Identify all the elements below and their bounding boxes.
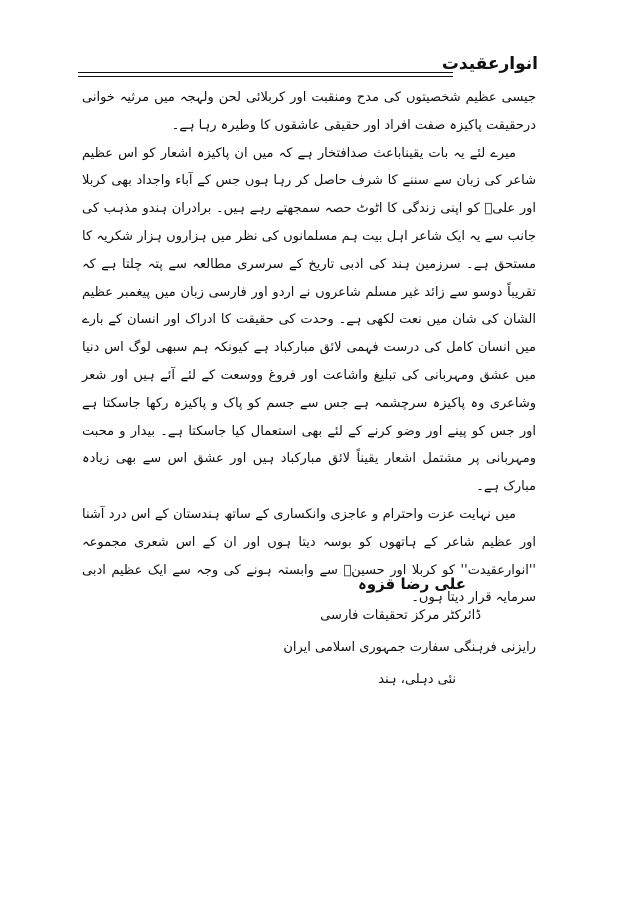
- signatory-organization: رایزنی فرہنگی سفارت جمہوری اسلامی ایران: [283, 640, 536, 655]
- signatory-title: ڈائرکٹر مرکز تحقیقات فارسی: [320, 608, 481, 623]
- header-double-rule: [78, 72, 453, 77]
- paragraph: میں نہایت عزت واحترام و عاجزی وانکساری کے ساتھ ہندستان کے اس درد آشنا اور عظیم شاعر کے ہاتھوں کو بوسہ دیتا ہوں اور ان کے اس شعری مجموعہ ''انوارعقیدت'' کو کربلا اور حسینؑ سے وابستہ ہونے کی وجہ سے ایک عظیم ادبی سرمایہ قرار دیتا ہوں۔: [82, 506, 536, 606]
- signatory-name: علی رضا قزوہ: [357, 575, 466, 593]
- paragraph: میرے لئے یہ بات یقیناباعث صدافتخار ہے کہ میں ان پاکیزہ اشعار کو اس عظیم شاعر کی زبان سے سننے کا شرف حاصل کر رہا ہوں جس کے آباء واجداد بھی کربلا اور علیؑ کو اپنی زندگی کا اٹوٹ حصہ سمجھتے رہے ہیں۔ برادران ہندو مذہب کی جانب سے یہ ایک شاعر اہل بیت ہم مسلمانوں کی نظر میں ہزاروں ہزار شکریہ کا مستحق ہے۔ سرزمین ہند کی ادبی تاریخ کے سرسری مطالعہ سے پتہ چلتا ہے کہ تقریباً دوسو سے زائد غیر مسلم شاعروں نے اردو اور فارسی زبان میں پیغمبر عظیم الشان کی شان میں نعت لکھی ہے۔ وحدت کی حقیقت کا ادراک اور انسان کے بارے میں انسان کامل کی درست فہمی لائق مبارکباد ہے کیونکہ ہم سبھی لوگ اس دنیا میں عشق ومہربانی کی تبلیغ واشاعت اور فروغ ووسعت کے لئے آئے ہیں اور شعر وشاعری وہ پاکیزہ سرچشمہ ہے جس سے جسم کو پاک و پاکیزہ رکھا جاسکتا ہے اور جس کو پینے اور وضو کرنے کے لئے بھی استعمال کیا جاسکتا ہے۔ بیدار و محبت ومہربانی پر مشتمل اشعار یقیناً لائق مبارکباد ہیں اور عشق اس سے بھی زیادہ مبارک ہے۔: [82, 145, 536, 495]
- signature-block: [82, 568, 536, 696]
- book-title: انوارعقیدت: [441, 54, 538, 74]
- running-header: [78, 54, 538, 88]
- body-text: [82, 84, 536, 612]
- signatory-place: نئی دہلی، ہند: [378, 672, 456, 687]
- paragraph-continuation: جیسی عظیم شخصیتوں کی مدح ومنقبت اور کربلائی لحن ولہجہ میں مرثیہ خوانی درحقیقت پاکیزہ صفت افراد اور حقیقی عاشقوں کا وطیرہ رہا ہے۔: [82, 90, 536, 133]
